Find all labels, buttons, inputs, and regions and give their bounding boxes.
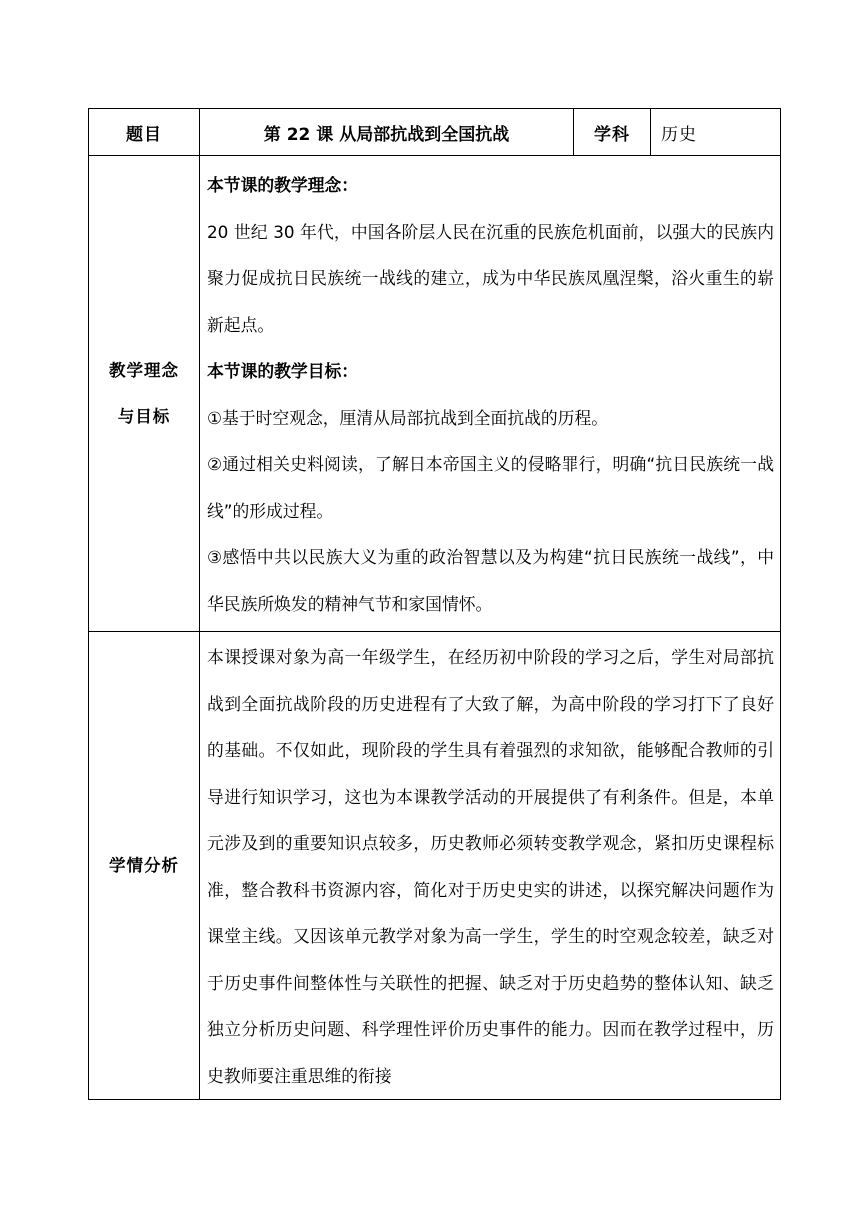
subject-label: 学科 <box>574 109 651 156</box>
philosophy-goals-row <box>89 156 781 632</box>
goal-item-3: ③感悟中共以民族大义为重的政治智慧以及为构建“抗日民族统一战线”，中华民族所焕发的精神气节和家国情怀。 <box>207 547 774 614</box>
philosophy-goals-content <box>200 156 781 632</box>
philosophy-goals-label <box>89 156 200 632</box>
student-analysis-row <box>89 632 781 1100</box>
topic-label: 题目 <box>89 109 200 156</box>
concept-text: 20 世纪 30 年代，中国各阶层人民在沉重的民族危机面前，以强大的民族内聚力促成抗日民族统一战线的建立，成为中华民族凤凰涅槃，浴火重生的崭新起点。 <box>207 221 774 335</box>
goal-item-2: ②通过相关史料阅读，了解日本帝国主义的侵略罪行，明确“抗日民族统一战线”的形成过程。 <box>207 454 774 521</box>
student-analysis-content <box>200 632 781 1100</box>
philosophy-goals-label-line1: 教学理念 <box>109 360 179 380</box>
concept-heading: 本节课的教学理念： <box>207 175 359 195</box>
header-row <box>89 109 781 156</box>
goals-heading: 本节课的教学目标： <box>207 361 359 381</box>
philosophy-goals-label-line2: 与目标 <box>117 406 171 426</box>
goal-item-1: ①基于时空观念，厘清从局部抗战到全面抗战的历程。 <box>207 407 609 428</box>
subject-value: 历史 <box>651 109 781 156</box>
student-analysis-label: 学情分析 <box>89 632 200 1100</box>
topic-value: 第 22 课 从局部抗战到全国抗战 <box>200 109 574 156</box>
lesson-plan-table <box>88 108 781 1100</box>
student-analysis-text: 本课授课对象为高一年级学生，在经历初中阶段的学习之后，学生对局部抗战到全面抗战阶段的历史进程有了大致了解，为高中阶段的学习打下了良好的基础。不仅如此，现阶段的学生具有着强烈的求知欲，能够配合教师的引导进行知识学习，这也为本课教学活动的开展提供了有利条件。但是，本单元涉及到的重要知识点较多，历史教师必须转变教学观念，紧扣历史课程标准，整合教科书资源内容，简化对于历史史实的讲述，以探究解决问题作为课堂主线。又因该单元教学对象为高一学生，学生的时空观念较差，缺乏对于历史事件间整体性与关联性的把握、缺乏对于历史趋势的整体认知、缺乏独立分析历史问题、科学理性评价历史事件的能力。因而在教学过程中，历史教师要注重思维的衔接 <box>207 647 774 1086</box>
